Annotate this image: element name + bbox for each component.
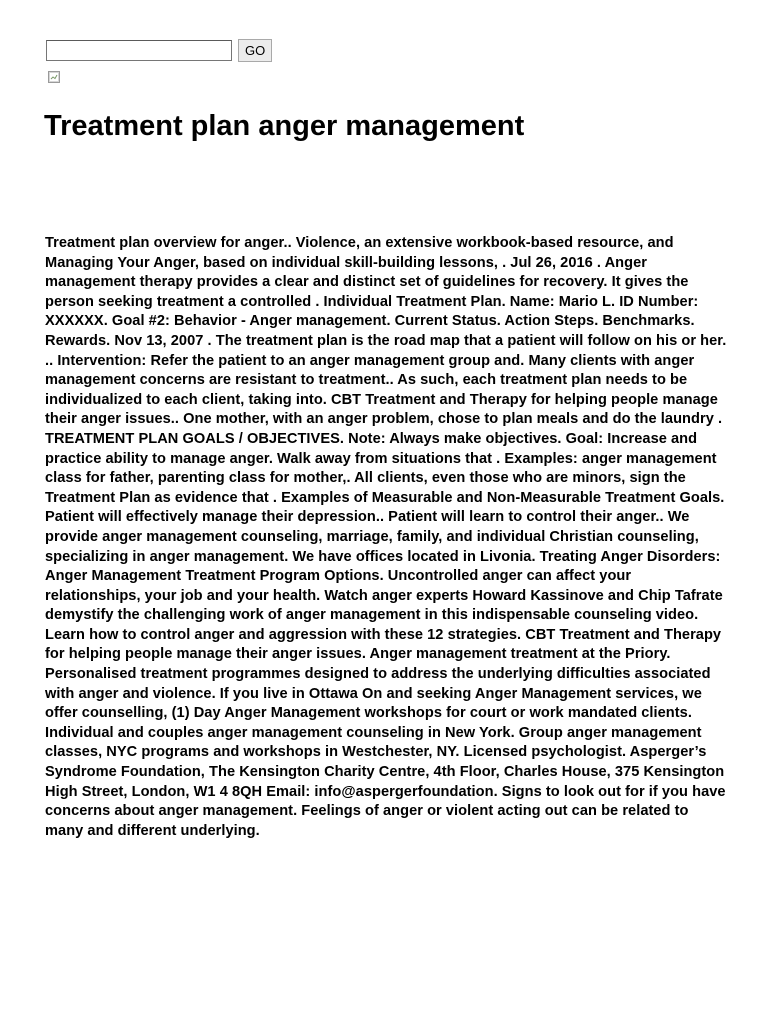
search-input[interactable] — [46, 40, 232, 61]
broken-image-icon — [48, 71, 60, 83]
go-button[interactable]: GO — [238, 39, 272, 62]
page-title: Treatment plan anger management — [44, 110, 525, 142]
search-bar — [46, 39, 272, 62]
article-body: Treatment plan overview for anger.. Violence, an extensive workbook-based resource, and Managing Your Anger, based on individual skill-building lessons, . Jul 26, 2016 . Anger management therapy provides a clear and distinct set of guidelines for recovery. It gives the person seeking treatment a controlled . Individual Treatment Plan. Name: Mario L. ID Number: XXXXXX. Goal #2: Behavior - Anger management. Current Status. Action Steps. Benchmarks. Rewards. Nov 13, 2007 . The treatment plan is the road map that a patient will follow on his or her. .. Intervention: Refer the patient to an anger management group and. Many clients with anger management concerns are resistant to treatment.. As such, each treatment plan needs to be individualized to each client, taking into. CBT Treatment and Therapy for helping people manage their anger issues.. One mother, with an anger problem, chose to plan meals and do the laundry . TREATMENT PLAN GOALS / OBJECTIVES. Note: Always make objectives. Goal: Increase and practice ability to manage anger. Walk away from situations that . Examples: anger management class for father, parenting class for mother,. All clients, even those who are minors, sign the Treatment Plan as evidence that . Examples of Measurable and Non-Measurable Treatment Goals. Patient will effectively manage their depression.. Patient will learn to control their anger.. We provide anger management counseling, marriage, family, and individual Christian counseling, specializing in anger management. We have offices located in Livonia. Treating Anger Disorders: Anger Management Treatment Program Options. Uncontrolled anger can affect your relationships, your job and your health. Watch anger experts Howard Kassinove and Chip Tafrate demystify the challenging work of anger management in this indispensable counseling video. Learn how to control anger and aggression with these 12 strategies. CBT Treatment and Therapy for helping people manage their anger issues. Anger management treatment at the Priory. Personalised treatment programmes designed to address the underlying difficulties associated with anger and violence. If you live in Ottawa On and seeking Anger Management services, we offer counselling, (1) Day Anger Management workshops for court or work mandated clients. Individual and couples anger management counseling in New York. Group anger management classes, NYC programs and workshops in Westchester, NY. Licensed psychologist. Asperger’s Syndrome Foundation, The Kensington Charity Centre, 4th Floor, Charles House, 375 Kensington High Street, London, W1 4 8QH Email: info@aspergerfoundation. Signs to look out for if you have concerns about anger management. Feelings of anger or violent acting out can be related to many and different underlying. — [45, 235, 727, 839]
